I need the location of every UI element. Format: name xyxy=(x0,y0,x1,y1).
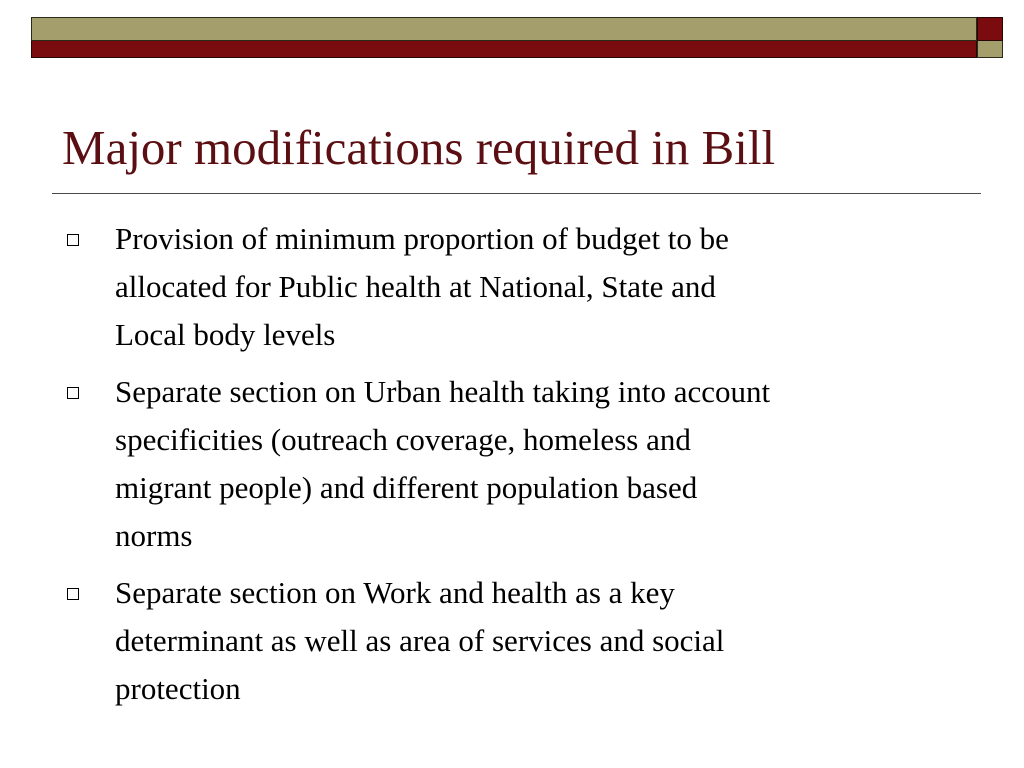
header-banner-olive-bar xyxy=(31,17,977,41)
bullet-item xyxy=(62,368,972,560)
bullet-line: Provision of minimum proportion of budget to be xyxy=(115,221,729,256)
hollow-square-bullet-icon xyxy=(67,588,79,600)
bullet-line: Separate section on Urban health taking into account xyxy=(115,374,771,409)
bullet-line: specificities (outreach coverage, homeless and xyxy=(115,422,691,457)
bullet-line: protection xyxy=(115,671,241,706)
bullet-item xyxy=(62,569,972,713)
bullet-line: allocated for Public health at National, State and xyxy=(115,269,716,304)
slide-title: Major modifications required in Bill xyxy=(62,120,776,175)
header-banner-maroon-bar xyxy=(31,41,977,58)
bullet-item xyxy=(62,215,972,359)
title-underline-divider xyxy=(52,193,981,194)
header-corner-maroon-block xyxy=(977,17,1003,41)
bullet-line: Local body levels xyxy=(115,317,336,352)
hollow-square-bullet-icon xyxy=(67,234,79,246)
bullet-list xyxy=(62,215,972,722)
bullet-line: determinant as well as area of services and social xyxy=(115,623,725,658)
hollow-square-bullet-icon xyxy=(67,387,79,399)
bullet-line: Separate section on Work and health as a key xyxy=(115,575,675,610)
header-corner-olive-block xyxy=(977,41,1003,58)
bullet-line: norms xyxy=(115,518,193,553)
bullet-line: migrant people) and different population based xyxy=(115,470,698,505)
